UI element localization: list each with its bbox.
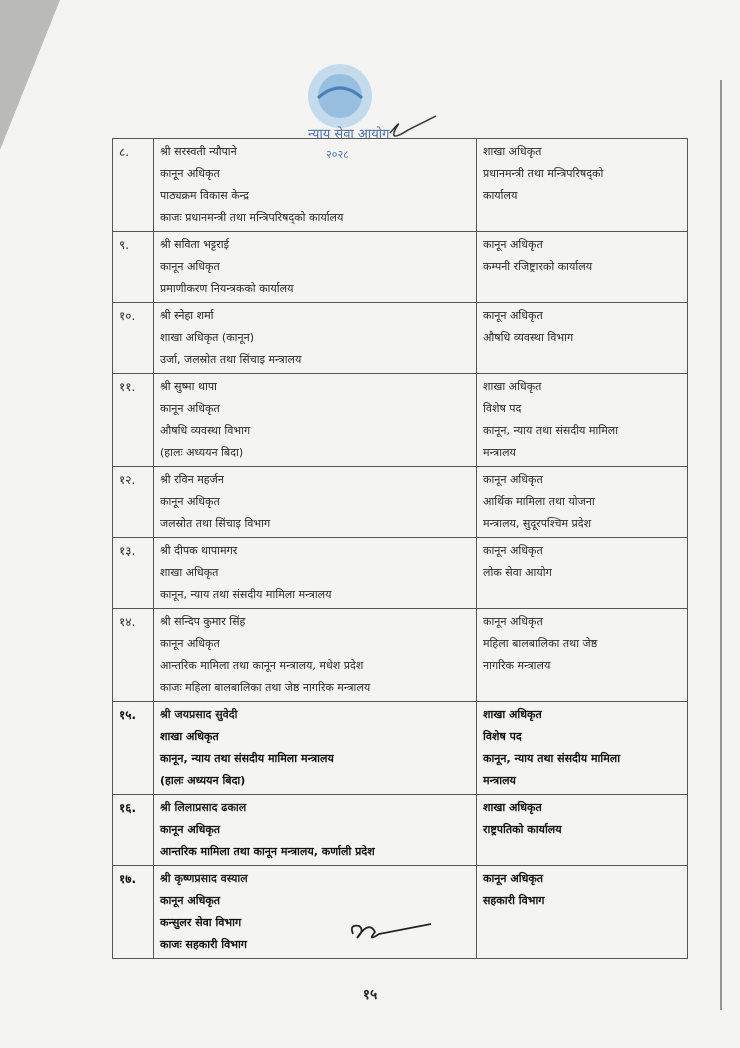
row-number: १२.: [113, 467, 154, 538]
new-position-line: सहकारी विभाग: [483, 894, 545, 907]
current-position-line: कानून अधिकृत: [160, 894, 221, 907]
current-position-cell: [154, 467, 477, 538]
new-position-line: कानून अधिकृत: [483, 473, 543, 486]
row-number: १३.: [113, 538, 154, 609]
new-position-cell: [477, 232, 688, 303]
current-position-line: पाठ्यक्रम विकास केन्द्र: [160, 189, 249, 202]
current-position-line: काजः प्रधानमन्त्री तथा मन्त्रिपरिषद्‌को कार्यालय: [160, 211, 344, 224]
row-number: १७.: [113, 866, 154, 959]
row-number: १६.: [113, 795, 154, 866]
current-position-line: जलस्रोत तथा सिंचाइ विभाग: [160, 517, 271, 530]
page-number: १५: [362, 987, 378, 1003]
current-position-line: काजः महिला बालबालिका तथा जेष्ठ नागरिक मन्त्रालय: [160, 681, 371, 694]
seal-text: न्याय सेवा आयोग: [308, 127, 390, 142]
table-row: [113, 795, 688, 866]
signature: [345, 916, 435, 946]
person-name: श्री स्नेहा शर्मा: [160, 309, 214, 322]
new-position-line: कानून अधिकृत: [483, 872, 544, 885]
current-position-line: कानून अधिकृत: [160, 495, 220, 508]
row-number: ८.: [113, 139, 154, 232]
current-position-line: औषधि व्यवस्था विभाग: [160, 424, 251, 437]
new-position-line: कम्पनी रजिष्ट्रारको कार्यालय: [483, 260, 593, 273]
current-position-line: (हालः अध्ययन बिदा): [160, 774, 246, 787]
person-name: श्री सन्दिप कुमार सिंह: [160, 615, 246, 628]
table-row: [113, 374, 688, 467]
row-number: ९.: [113, 232, 154, 303]
person-name: श्री कृष्णप्रसाद वस्याल: [160, 872, 248, 885]
new-position-line: शाखा अधिकृत: [483, 145, 542, 158]
new-position-line: शाखा अधिकृत: [483, 708, 542, 721]
new-position-line: नागरिक मन्त्रालय: [483, 659, 551, 672]
person-name: श्री दीपक थापामगर: [160, 544, 238, 557]
page-edge: [720, 80, 722, 1010]
current-position-line: आन्तरिक मामिला तथा कानून मन्त्रालय, मधेश प्रदेश: [160, 659, 364, 672]
row-number: ११.: [113, 374, 154, 467]
new-position-cell: [477, 538, 688, 609]
current-position-cell: [154, 232, 477, 303]
new-position-line: कानून, न्याय तथा संसदीय मामिला: [483, 424, 619, 437]
new-position-line: मन्त्रालय, सुदूरपश्चिम प्रदेश: [483, 517, 592, 530]
table-row: [113, 303, 688, 374]
new-position-cell: [477, 795, 688, 866]
new-position-cell: [477, 139, 688, 232]
new-position-line: लोक सेवा आयोग: [483, 566, 552, 579]
new-position-cell: [477, 702, 688, 795]
current-position-line: कानून, न्याय तथा संसदीय मामिला मन्त्रालय: [160, 752, 334, 765]
table-row: [113, 538, 688, 609]
new-position-cell: [477, 866, 688, 959]
person-name: श्री सविता भट्टराई: [160, 238, 230, 251]
current-position-cell: [154, 538, 477, 609]
person-name: श्री सुष्मा थापा: [160, 380, 217, 393]
new-position-line: औषधि व्यवस्था विभाग: [483, 331, 574, 344]
new-position-cell: [477, 467, 688, 538]
new-position-line: कानून अधिकृत: [483, 238, 543, 251]
table-row: [113, 232, 688, 303]
new-position-line: शाखा अधिकृत: [483, 801, 542, 814]
new-position-line: महिला बालबालिका तथा जेष्ठ: [483, 637, 598, 650]
row-number: १०.: [113, 303, 154, 374]
new-position-line: कानून अधिकृत: [483, 309, 543, 322]
current-position-line: कानून अधिकृत: [160, 260, 220, 273]
new-position-cell: [477, 609, 688, 702]
table-row: [113, 467, 688, 538]
current-position-line: प्रमाणीकरण नियन्त्रकको कार्यालय: [160, 282, 294, 295]
new-position-line: कानून अधिकृत: [483, 544, 543, 557]
current-position-line: शाखा अधिकृत (कानून): [160, 331, 254, 344]
person-name: श्री सरस्वती न्यौपाने: [160, 145, 237, 158]
new-position-line: शाखा अधिकृत: [483, 380, 542, 393]
seal-year: २०२८: [326, 148, 349, 161]
new-position-line: प्रधानमन्त्री तथा मन्त्रिपरिषद्‌को: [483, 167, 604, 180]
current-position-line: शाखा अधिकृत: [160, 566, 219, 579]
new-position-line: कानून अधिकृत: [483, 615, 543, 628]
current-position-line: शाखा अधिकृत: [160, 730, 219, 743]
current-position-cell: [154, 303, 477, 374]
current-position-line: आन्तरिक मामिला तथा कानून मन्त्रालय, कर्णाली प्रदेश: [160, 845, 375, 858]
current-position-line: कानून अधिकृत: [160, 823, 221, 836]
current-position-line: कानून, न्याय तथा संसदीय मामिला मन्त्रालय: [160, 588, 332, 601]
current-position-line: काजः सहकारी विभाग: [160, 938, 248, 951]
current-position-cell: [154, 609, 477, 702]
current-position-line: कानून अधिकृत: [160, 167, 220, 180]
person-name: श्री लिलाप्रसाद ढकाल: [160, 801, 247, 814]
current-position-cell: [154, 139, 477, 232]
current-position-cell: [154, 702, 477, 795]
current-position-line: कन्सुलर सेवा विभाग: [160, 916, 242, 929]
new-position-line: मन्त्रालय: [483, 774, 516, 787]
person-name: श्री जयप्रसाद सुवेदी: [160, 708, 238, 721]
scan-shadow: [0, 0, 60, 150]
current-position-cell: [154, 374, 477, 467]
new-position-line: मन्त्रालय: [483, 446, 516, 459]
current-position-line: उर्जा, जलस्रोत तथा सिंचाइ मन्त्रालय: [160, 353, 302, 366]
current-position-cell: [154, 795, 477, 866]
new-position-line: विशेष पद: [483, 730, 522, 743]
person-name: श्री रविन महर्जन: [160, 473, 224, 486]
current-position-line: (हालः अध्ययन बिदा): [160, 446, 244, 459]
new-position-line: कार्यालय: [483, 189, 518, 202]
table-row: [113, 702, 688, 795]
new-position-cell: [477, 303, 688, 374]
new-position-line: कानून, न्याय तथा संसदीय मामिला: [483, 752, 621, 765]
table-row: [113, 609, 688, 702]
new-position-line: राष्ट्रपतिको कार्यालय: [483, 823, 562, 836]
transfer-table: [112, 138, 688, 959]
table-row: [113, 139, 688, 232]
current-position-line: कानून अधिकृत: [160, 637, 220, 650]
new-position-line: आर्थिक मामिला तथा योजना: [483, 495, 595, 508]
new-position-line: विशेष पद: [483, 402, 522, 415]
new-position-cell: [477, 374, 688, 467]
current-position-line: कानून अधिकृत: [160, 402, 220, 415]
row-number: १५.: [113, 702, 154, 795]
row-number: १४.: [113, 609, 154, 702]
